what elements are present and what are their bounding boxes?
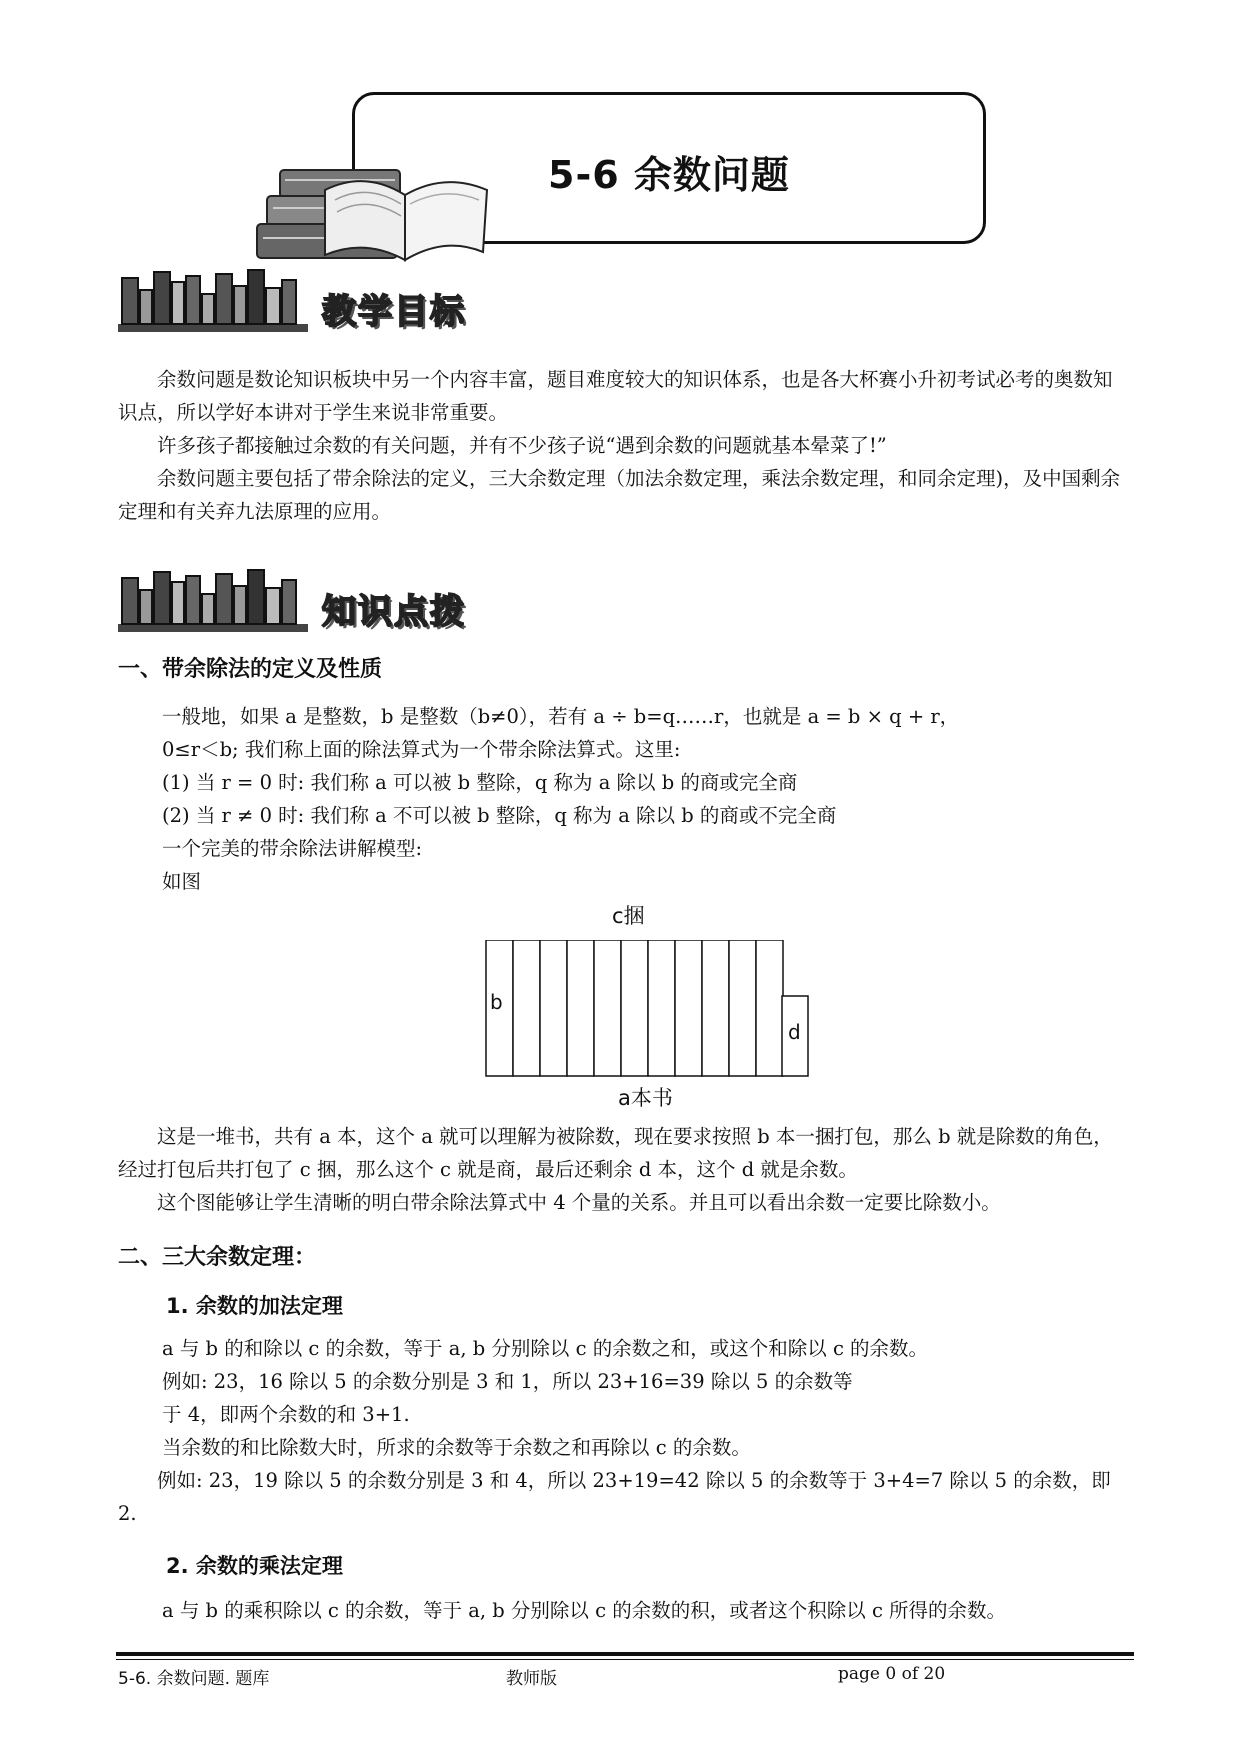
part1-after-paragraph: 这是一堆书，共有 a 本，这个 a 就可以理解为被除数，现在要求按照 b 本一捆打包，那么 b 就是除数的角色，经过打包后共打包了 c 捆，那么这个 c 就是商，最后还剩余 d 本，这个 d 就是余数。: [118, 1125, 1113, 1181]
footer-rule-thin: [116, 1659, 1134, 1660]
bundle-column: [756, 940, 783, 1076]
sub2-heading: 2. 余数的乘法定理: [166, 1554, 343, 1578]
part1-heading: 一、带余除法的定义及性质: [118, 657, 383, 682]
sub1-line: a 与 b 的和除以 c 的余数，等于 a, b 分别除以 c 的余数之和，或这个和除以 c 的余数。: [162, 1337, 929, 1360]
goal-paragraph: 余数问题主要包括了带余除法的定义，三大余数定理（加法余数定理，乘法余数定理，和同余定理)，及中国剩余定理和有关弃九法原理的应用。: [118, 467, 1121, 523]
bundle-column: [540, 940, 567, 1076]
sub1-heading: 1. 余数的加法定理: [166, 1294, 343, 1318]
part1-line: (1) 当 r = 0 时: 我们称 a 可以被 b 整除，q 称为 a 除以 b 的商或完全商: [162, 771, 798, 794]
sub1-example2: 例如: 23，19 除以 5 的余数分别是 3 和 4，所以 23+19=42 除以 5 的余数等于 3+4=7 除以 5 的余数，即 2.: [118, 1469, 1111, 1525]
sub1-lines: [162, 1332, 1132, 1464]
goal-paragraph: 余数问题是数论知识板块中另一个内容丰富，题目难度较大的知识体系，也是各大杯赛小升初考试必考的奥数知识点，所以学好本讲对于学生来说非常重要。: [118, 368, 1113, 424]
sub1-line: 于 4，即两个余数的和 3+1.: [162, 1403, 410, 1426]
page-title: 5-6 余数问题: [548, 153, 790, 197]
bundle-column: [675, 940, 702, 1076]
bundle-column: [729, 940, 756, 1076]
bundle-column: [594, 940, 621, 1076]
goal-text: [118, 363, 1128, 528]
bundle-column: [621, 940, 648, 1076]
bundle-column: [567, 940, 594, 1076]
part1-lines: [162, 700, 1132, 898]
section-title-knowledge: 知识点拨: [322, 592, 466, 632]
bundle-column: [648, 940, 675, 1076]
part1-line: 一个完美的带余除法讲解模型:: [162, 837, 423, 860]
footer-left: 5-6. 余数问题. 题库: [118, 1669, 270, 1689]
part2-heading: 二、三大余数定理：: [118, 1245, 317, 1270]
goal-paragraph: 许多孩子都接触过余数的有关问题，并有不少孩子说“遇到余数的问题就基本晕菜了!”: [157, 434, 887, 457]
bundle-column: [513, 940, 540, 1076]
bundle-group: [486, 940, 783, 1076]
sub2-line: a 与 b 的乘积除以 c 的余数，等于 a, b 分别除以 c 的余数的积，或者这个积除以 c 所得的余数。: [162, 1599, 1007, 1622]
part1-line: 0≤r＜b; 我们称上面的除法算式为一个带余除法算式。这里:: [162, 738, 681, 761]
footer-center: 教师版: [506, 1669, 557, 1689]
footer-rule: [116, 1652, 1134, 1656]
bookshelf-icon: [118, 268, 308, 334]
sub1-line: 例如: 23，16 除以 5 的余数分别是 3 和 1，所以 23+16=39 除以 5 的余数等: [162, 1370, 853, 1393]
part1-line: (2) 当 r ≠ 0 时: 我们称 a 不可以被 b 整除，q 称为 a 除以 b 的商或不完全商: [162, 804, 837, 827]
figure-top-label: c捆: [612, 904, 645, 928]
figure-right-label: d: [788, 1020, 801, 1044]
part1-line: 如图: [162, 870, 202, 893]
figure-left-label: b: [490, 990, 503, 1014]
section-title-goal: 教学目标: [322, 292, 466, 332]
part1-line: 一般地，如果 a 是整数，b 是整数（b≠0），若有 a ÷ b=q……r，也就是 a = b × q + r，: [162, 705, 960, 728]
footer-page: page 0 of 20: [838, 1664, 946, 1684]
bundle-figure: [484, 940, 814, 1080]
part1-after-paragraph: 这个图能够让学生清晰的明白带余除法算式中 4 个量的关系。并且可以看出余数一定要比除数小。: [157, 1191, 1001, 1214]
part1-after: [118, 1120, 1128, 1219]
bookshelf-icon: [118, 568, 308, 634]
bundle-column: [702, 940, 729, 1076]
figure-bottom-label: a本书: [618, 1086, 673, 1110]
sub1-line: 当余数的和比除数大时，所求的余数等于余数之和再除以 c 的余数。: [162, 1436, 751, 1459]
